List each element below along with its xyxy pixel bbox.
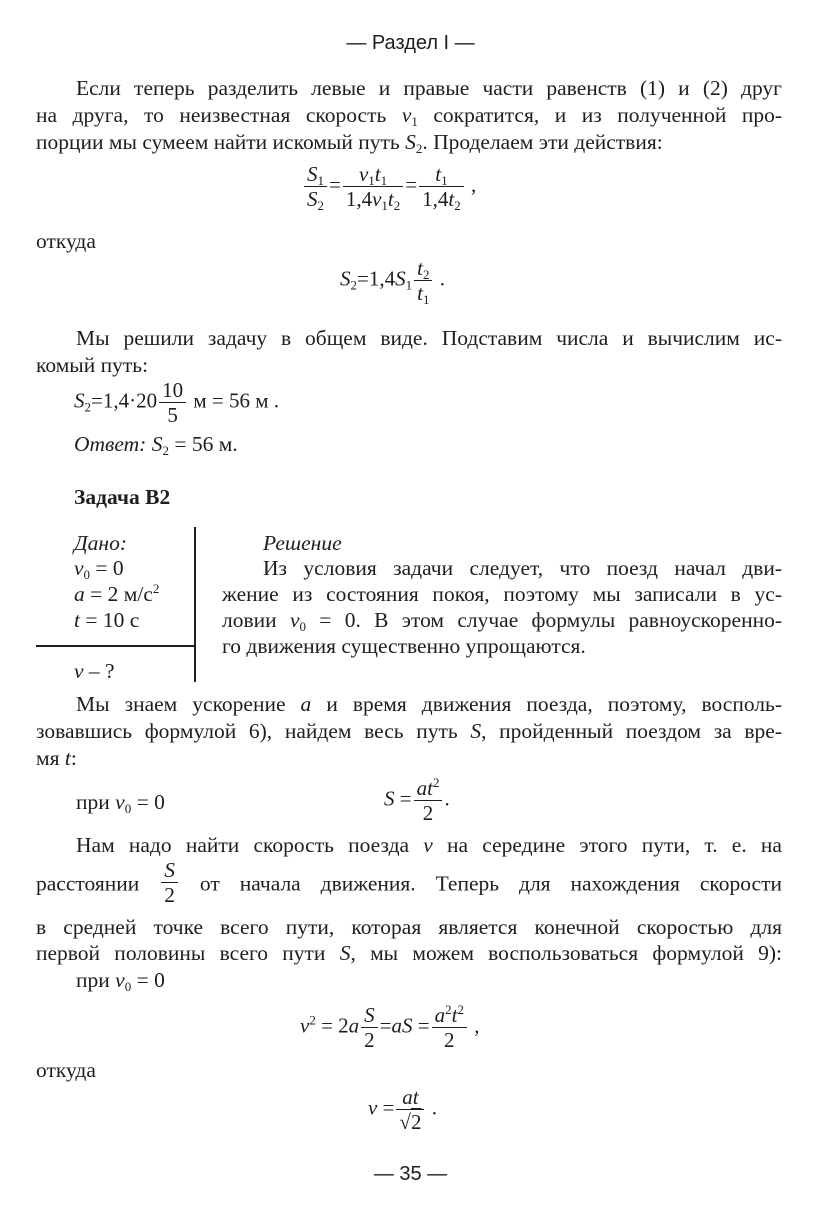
given-divider: [36, 645, 195, 647]
word-otkuda: откуда: [36, 229, 96, 253]
equation-numeric: $S_2=1,4\cdot 20$ $\frac{10}{5}$ м = 56 м .: [74, 378, 280, 427]
condition-v0: при $v_0 = 0$: [76, 790, 165, 816]
condition-v0: при $v_0 = 0$: [76, 968, 165, 994]
given-vertical-rule: [194, 527, 196, 682]
paragraph-line: в средней точке всего пути, которая является конечной скоростью для: [36, 915, 782, 939]
equation-velocity-squared: $v^2 = 2a$ $\frac{S}{2}$ =aS = $\frac{a^2t^2}{2}$ ,: [300, 1002, 480, 1052]
solution-label: Решение: [263, 531, 342, 555]
paragraph-line: Если теперь разделить левые и правые части равенств (1) и (2) друг: [76, 76, 782, 100]
paragraph-line: Мы решили задачу в общем виде. Подставим числа и вычислим ис-: [76, 326, 782, 350]
answer-line: Ответ: $S_2 = 56$ м.: [74, 432, 238, 458]
task-title: Задача В2: [74, 485, 171, 509]
paragraph-line: мя t:: [36, 746, 77, 770]
given-a: a = 2 $м/с^2$: [74, 581, 160, 606]
solution-line: го движения существенно упрощаются.: [222, 634, 586, 658]
given-v0: $v_0 = 0$: [74, 556, 124, 582]
section-header: — Раздел I —: [346, 32, 475, 54]
equation-ratio: $\frac{S_1}{S_2}$ = $\frac{v_1t_1}{1,4v_1t_2}$ = $\frac{t_1}{1,4t_2}$ ,: [302, 162, 476, 211]
solution-line: Из условия задачи следует, что поезд начал дви-: [263, 556, 782, 580]
paragraph-line: на друга, то неизвестная скорость $v_1$ сократится, и из полученной про-: [36, 103, 782, 129]
equation-s2: $S_2=1,4S_1$ $\frac{t_2}{t_1}$ .: [340, 256, 445, 307]
given-label: Дано:: [74, 531, 128, 555]
page-number: — 35 —: [373, 1163, 448, 1185]
word-otkuda: откуда: [36, 1058, 96, 1082]
paragraph-line: расстоянии $\frac{S}{2}$ от начала движения. Теперь для нахождения скорости: [36, 858, 783, 907]
solution-line: жение из состояния покоя, поэтому мы записали в ус-: [222, 582, 782, 606]
paragraph-line: комый путь:: [36, 353, 149, 377]
paragraph-line: порции мы сумеем найти искомый путь $S_2$. Проделаем эти действия:: [36, 130, 663, 156]
paragraph-line: зовавшись формулой 6), найдем весь путь S, пройденный поездом за вре-: [36, 719, 782, 743]
given-t: t = 10 с: [74, 608, 140, 632]
paragraph-line: Нам надо найти скорость поезда v на середине этого пути, т. е. на: [76, 833, 782, 857]
solution-line: ловии $v_0 = 0$. В этом случае формулы равноускоренно-: [222, 608, 782, 634]
given-find: v – ?: [74, 659, 115, 683]
paragraph-line: Мы знаем ускорение a и время движения поезда, поэтому, восполь-: [76, 692, 782, 716]
equation-path: S = $\frac{at^2}{2}$ .: [384, 775, 450, 825]
equation-velocity: v = $\frac{at}{√2}$ .: [368, 1085, 437, 1134]
paragraph-line: первой половины всего пути S, мы можем воспользоваться формулой 9):: [36, 941, 783, 965]
